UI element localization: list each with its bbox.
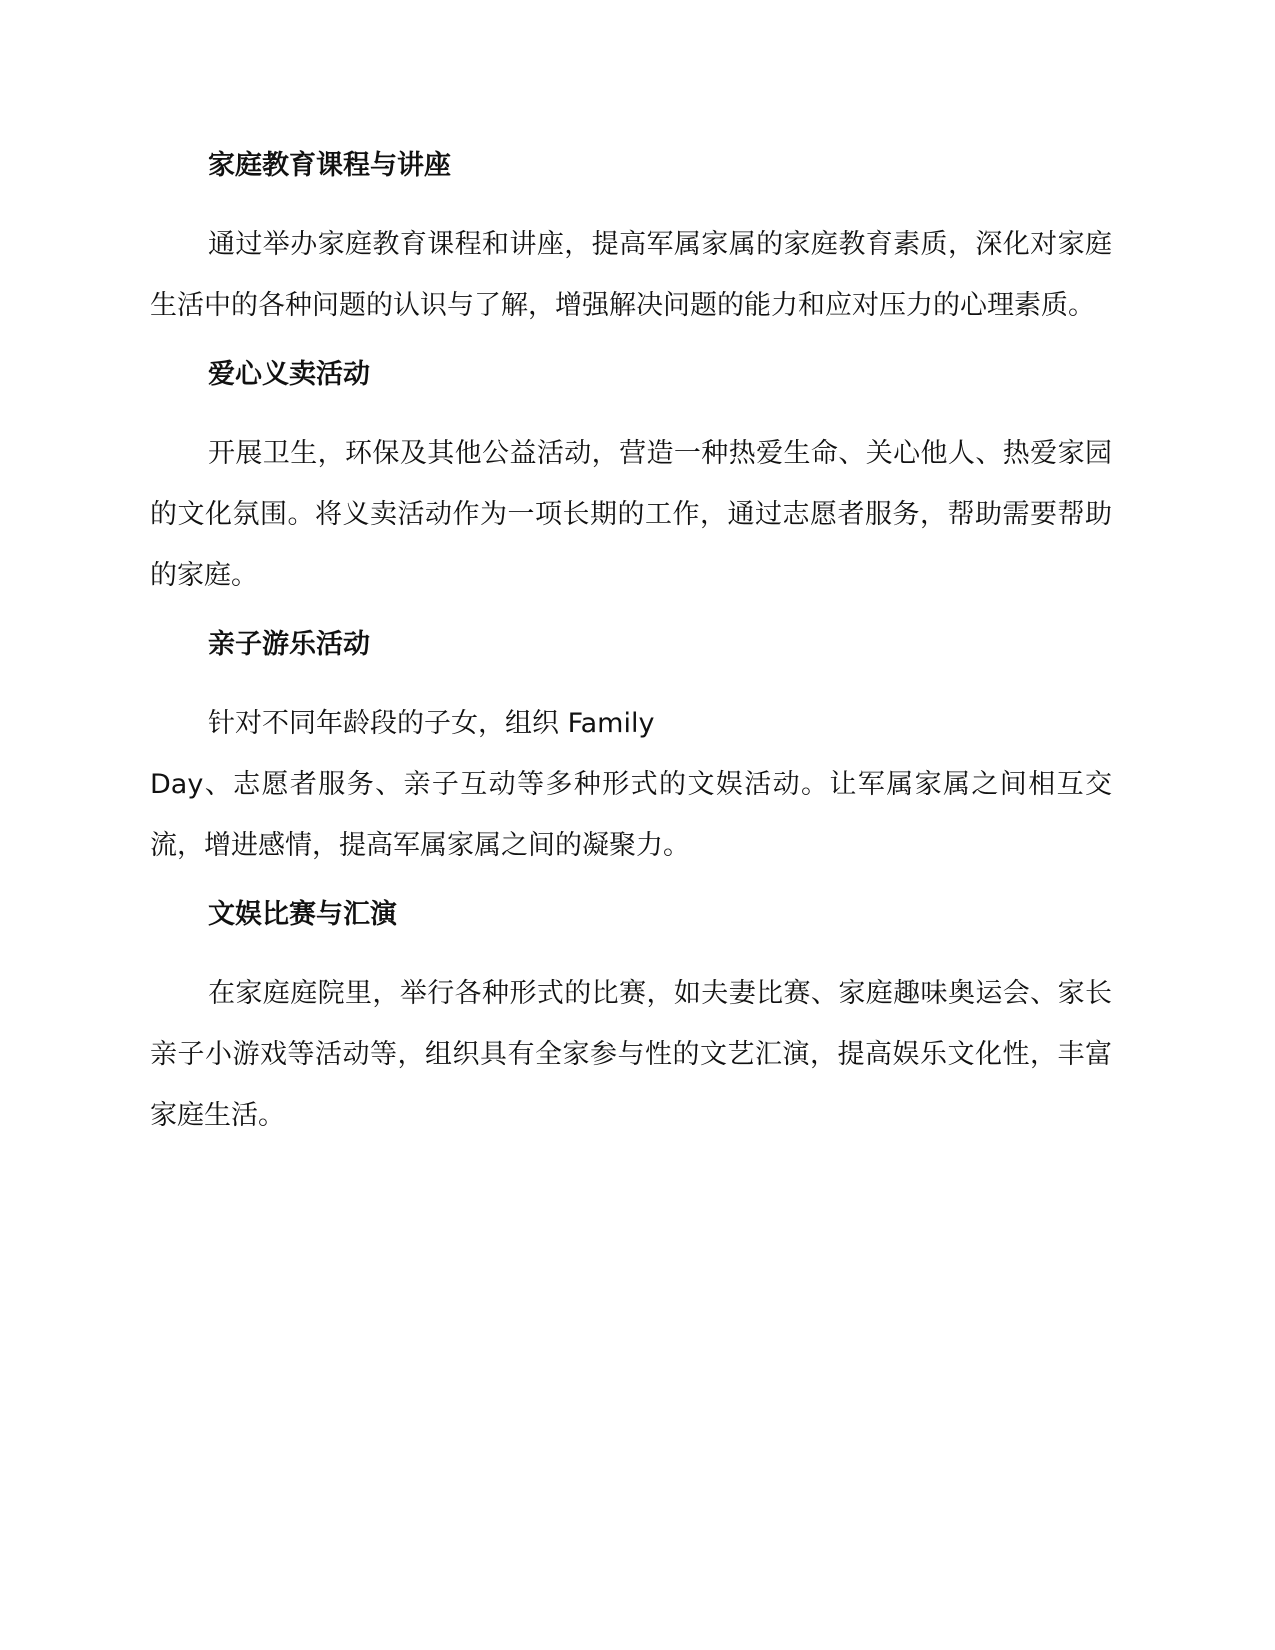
section-body-parent-child-rest: Day、志愿者服务、亲子互动等多种形式的文娱活动。让军属家属之间相互交流，增进感情，提高军属家属之间的凝聚力。 [150, 769, 1112, 861]
section-body-parent-child [150, 693, 1112, 876]
section-body-charity-sale: 开展卫生，环保及其他公益活动，营造一种热爱生命、关心他人、热爱家园的文化氛围。将义卖活动作为一项长期的工作，通过志愿者服务，帮助需要帮助的家庭。 [150, 438, 1112, 591]
document-content [150, 146, 1112, 1146]
section-heading-family-education: 家庭教育课程与讲座 [208, 150, 451, 181]
section-heading-entertainment: 文娱比赛与汇演 [208, 899, 397, 930]
section-heading-charity-sale: 爱心义卖活动 [208, 359, 370, 390]
section-heading-parent-child: 亲子游乐活动 [208, 629, 370, 660]
section-body-entertainment: 在家庭庭院里，举行各种形式的比赛，如夫妻比赛、家庭趣味奥运会、家长亲子小游戏等活动等，组织具有全家参与性的文艺汇演，提高娱乐文化性，丰富家庭生活。 [150, 978, 1112, 1131]
section-body-parent-child-line1: 针对不同年龄段的子女，组织 Family [208, 708, 655, 739]
section-body-family-education: 通过举办家庭教育课程和讲座，提高军属家属的家庭教育素质，深化对家庭生活中的各种问题的认识与了解，增强解决问题的能力和应对压力的心理素质。 [150, 229, 1112, 321]
